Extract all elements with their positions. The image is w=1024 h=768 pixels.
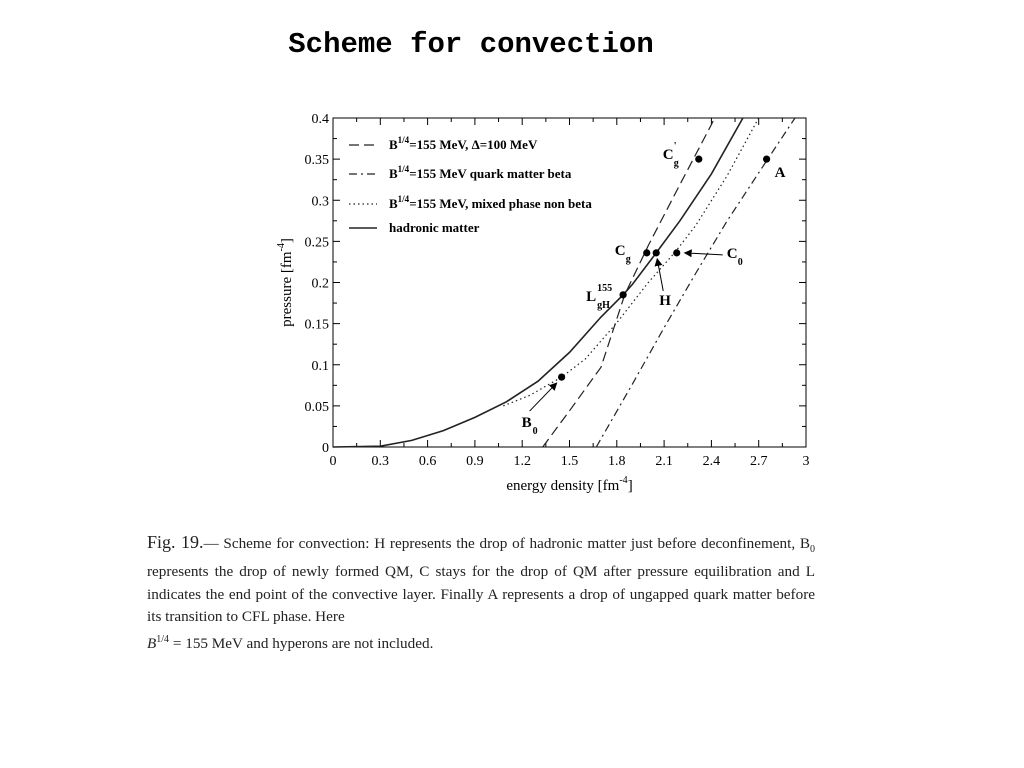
- x-tick-label: 0.6: [418, 454, 437, 469]
- caption-line-2-sub: 0: [810, 544, 816, 556]
- legend-label: $B^{1/4}=155$ MeV, mixed phase non beta: [389, 194, 592, 211]
- point-label-sub: g: [673, 158, 679, 170]
- series-line-dotted: [503, 118, 758, 406]
- point-label-sub: 0: [532, 426, 538, 438]
- caption-line-2-pre: deconfinement, B: [701, 535, 811, 552]
- caption-fig-label: Fig. 19.: [147, 532, 204, 552]
- point-label-sub: 0: [737, 256, 743, 268]
- point-marker: [643, 249, 650, 256]
- y-tick-label: 0.35: [304, 153, 329, 169]
- y-tick-label: 0.25: [304, 235, 329, 251]
- legend-label: $B^{1/4}=155$ MeV quark matter beta: [389, 164, 572, 181]
- point-label-sub: gH: [597, 299, 610, 311]
- point-label: B: [521, 415, 532, 432]
- y-tick-label: 0.05: [304, 399, 329, 415]
- y-tick-label: 0.4: [311, 112, 329, 127]
- caption-line-3: after pressure equilibration and L indicates the end point of the convective layer. Finally: [147, 563, 816, 603]
- point-label: C: [614, 242, 626, 259]
- y-tick-label: 0.2: [311, 276, 329, 292]
- point-marker: [620, 291, 627, 298]
- point-label-sup: 155: [597, 282, 613, 294]
- x-tick-label: 0.3: [371, 454, 390, 469]
- point-label-sub: g: [625, 253, 631, 265]
- point-marker: [653, 249, 660, 256]
- y-tick-label: 0.1: [311, 358, 329, 374]
- x-tick-label: 3: [802, 454, 810, 469]
- legend-label: hadronic matter: [389, 220, 480, 235]
- x-tick-label: 2.4: [702, 454, 721, 469]
- caption-line-1: — Scheme for convection: H represents the drop of hadronic matter just before: [203, 535, 697, 552]
- y-axis-label: pressure $[fm^{-4}]$: [276, 238, 295, 327]
- point-label: L: [586, 288, 597, 305]
- annotation-arrow: [530, 383, 557, 411]
- x-tick-label: 2.1: [655, 454, 673, 469]
- caption-line-2-post: represents the drop of newly formed QM, C stays for the drop of QM: [147, 563, 598, 581]
- point-marker: [763, 156, 770, 163]
- x-tick-label: 1.2: [513, 454, 531, 469]
- x-tick-label: 1.8: [608, 454, 626, 469]
- annotation-arrow: [657, 259, 663, 291]
- points-layer: [522, 141, 786, 437]
- x-tick-label: 1.5: [560, 454, 579, 469]
- annotation-arrow: [685, 253, 723, 255]
- point-label: C: [726, 245, 738, 262]
- series-line-dashdot: [596, 118, 795, 447]
- y-tick-label: 0: [322, 441, 329, 456]
- caption-line-5-pre: B: [147, 634, 157, 652]
- point-marker: [558, 373, 565, 380]
- x-tick-label: 0: [329, 454, 337, 469]
- y-tick-label: 0.15: [304, 317, 329, 333]
- y-tick-label: 0.3: [311, 194, 329, 210]
- figure-caption: [147, 531, 815, 655]
- slide-title: Scheme for convection: [288, 28, 654, 61]
- caption-line-5-sup: 1/4: [156, 633, 170, 645]
- x-axis-label: energy density $[fm^{-4}]$: [506, 475, 633, 494]
- point-marker: [673, 249, 680, 256]
- point-marker: [695, 156, 702, 163]
- caption-line-5-post: = 155 MeV and hyperons are not included.: [169, 634, 434, 652]
- point-label-sup: ': [673, 141, 677, 153]
- legend-label: $B^{1/4}=155$ MeV, Δ=100 MeV: [389, 135, 538, 152]
- legend: [349, 135, 592, 235]
- x-tick-label: 2.7: [749, 454, 768, 469]
- x-tick-label: 0.9: [466, 454, 484, 469]
- point-label: H: [659, 292, 671, 309]
- caption-line-4: A represents a drop of ungapped quark matter before its transition to CFL phase. Here: [147, 585, 815, 626]
- point-label: A: [774, 165, 786, 182]
- point-label: C: [662, 147, 674, 164]
